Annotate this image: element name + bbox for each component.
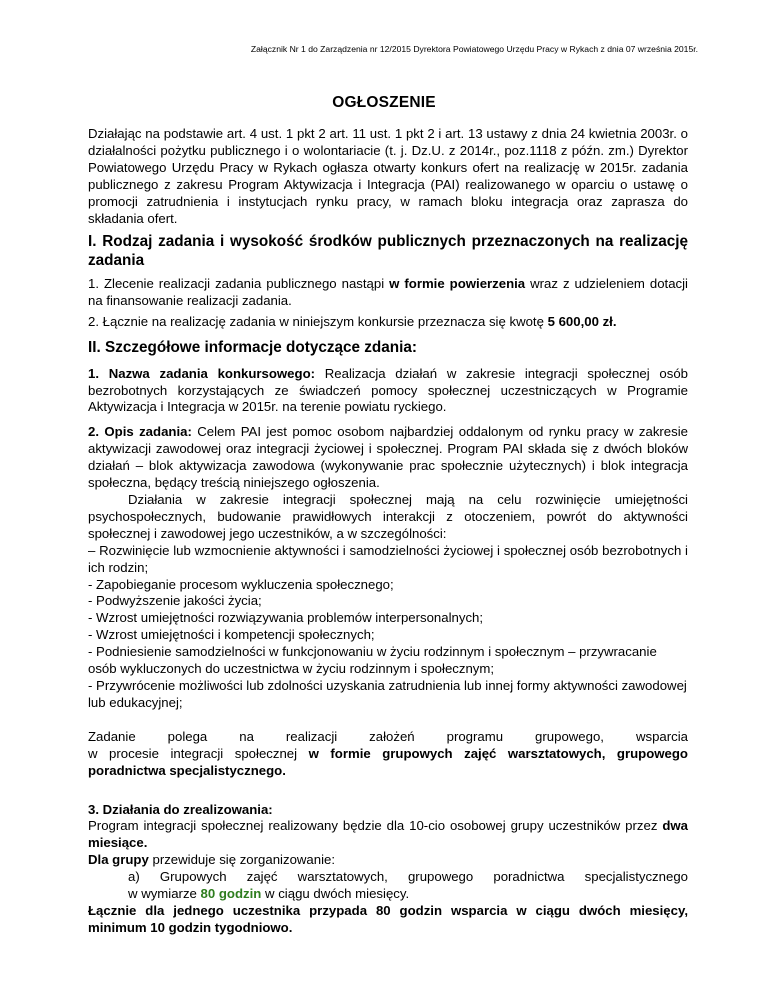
group-paragraph: Dla grupy przewiduje się zorganizowanie:: [88, 852, 336, 868]
document-body: [88, 126, 688, 937]
list-item: - Zapobieganie procesom wykluczenia społecznego;: [88, 576, 394, 592]
activity-item-hours: w wymiarze 80 godzin w ciągu dwóch miesięcy.: [128, 886, 410, 902]
list-item: - Podwyższenie jakości życia;: [88, 593, 262, 609]
list-item: - Podniesienie samodzielności w funkcjonowaniu w życiu rodzinnym i społecznym – przywracanie osób wykluczonych do uczestnictwa w życiu rodzinnym i społecznym;: [88, 644, 657, 677]
summary-paragraph: Łącznie dla jednego uczestnika przypada 80 godzin wsparcia w ciągu dwóch miesięcy, minimum 10 godzin tygodniowo.: [88, 902, 688, 935]
task-description-label: 2. Opis zadania:: [88, 424, 192, 440]
list-item: - Wzrost umiejętności rozwiązywania problemów interpersonalnych;: [88, 610, 484, 626]
program-duration-paragraph: Program integracji społecznej realizowany będzie dla 10-cio osobowej grupy uczestników przez dwa miesiące.: [88, 818, 688, 851]
intro-paragraph: Działając na podstawie art. 4 ust. 1 pkt 2 art. 11 ust. 1 pkt 2 i art. 13 ustawy z dnia 24 kwietnia 2003r. o działalności pożytku publicznego i o wolontariacie (t. j. Dz.U. z 2014r., poz.1118 z późn. zm.) Dyrektor Powiatowego Urzędu Pracy w Rykach ogłasza otwarty konkurs ofert na realizację w 2015r. zadania publicznego z zakresu Program Aktywizacja i Integracja (PAI) realizowanego w oparciu o ustawę o promocji zatrudnienia i instytucjach rynku pracy, w ramach bloku integracja oraz zaprasza do składania ofert.: [88, 126, 688, 226]
actions-intro-paragraph: Działania w zakresie integracji społecznej mają na celu rozwinięcie umiejętności psychospołecznych, budowanie prawidłowych interakcji z otoczeniem, powrót do aktywności społecznej i zawodowej jego uczestników, a w szczególności:: [88, 492, 688, 541]
section-2-heading: II. Szczegółowe informacje dotyczące zdania:: [88, 339, 417, 357]
attachment-note: Załącznik Nr 1 do Zarządzenia nr 12/2015 Dyrektora Powiatowego Urzędu Pracy w Rykach z dnia 07 września 2015r.: [250, 44, 698, 54]
document-title: OGŁOSZENIE: [332, 94, 436, 111]
goals-list: [88, 543, 688, 712]
task-name-paragraph: 1. Nazwa zadania konkursowego: Realizacja działań w zakresie integracji społecznej osób bezrobotnych korzystających ze świadczeń pomocy społecznej uczestniczących w Programie Aktywizacja i Integracja w 2015r. na terenie powiatu ryckiego.: [88, 365, 689, 415]
section-1-point-2: 2. Łącznie na realizację zadania w niniejszym konkursie przeznacza się kwotę 5 600,00 zł.: [88, 314, 617, 330]
list-item: - Wzrost umiejętności i kompetencji społecznych;: [88, 627, 375, 643]
section-1-point-1: 1. Zlecenie realizacji zadania publicznego nastąpi w formie powierzenia wraz z udzieleniem dotacji na finansowanie realizacji zadania.: [88, 276, 688, 309]
task-form-line-1: Zadanie polega na realizacji założeń programu grupowego, wsparcia: [88, 728, 688, 744]
activity-item-a: a) Grupowych zajęć warsztatowych, grupowego poradnictwa specjalistycznego: [128, 869, 688, 885]
section-1-heading: I. Rodzaj zadania i wysokość środków publicznych przeznaczonych na realizację zadania: [88, 233, 688, 269]
list-item: - Przywrócenie możliwości lub zdolności uzyskania zatrudnienia lub innej formy aktywności zawodowej lub edukacyjnej;: [88, 677, 687, 710]
task-name-label: 1. Nazwa zadania konkursowego:: [88, 365, 316, 381]
task-description-paragraph: 2. Opis zadania: Celem PAI jest pomoc osobom najbardziej oddalonym od rynku pracy w zakresie aktywizacji zawodowej oraz integracji życiowej i społecznej. Program PAI składa się z dwóch bloków działań – blok aktywizacja zawodowa (wykonywanie prac społecznie użytecznych) i blok integracja społeczna, będący treścią niniejszego ogłoszenia.: [88, 424, 688, 491]
hours-highlight: 80 godzin: [200, 886, 262, 902]
task-form-line-2: w procesie integracji społecznej w formie grupowych zajęć warsztatowych, grupowego poradnictwa specjalistycznego.: [88, 745, 688, 778]
section-3-heading: 3. Działania do zrealizowania:: [88, 801, 273, 817]
list-item: – Rozwinięcie lub wzmocnienie aktywności i samodzielności życiowej i społecznej osób bezrobotnych i ich rodzin;: [88, 542, 688, 575]
